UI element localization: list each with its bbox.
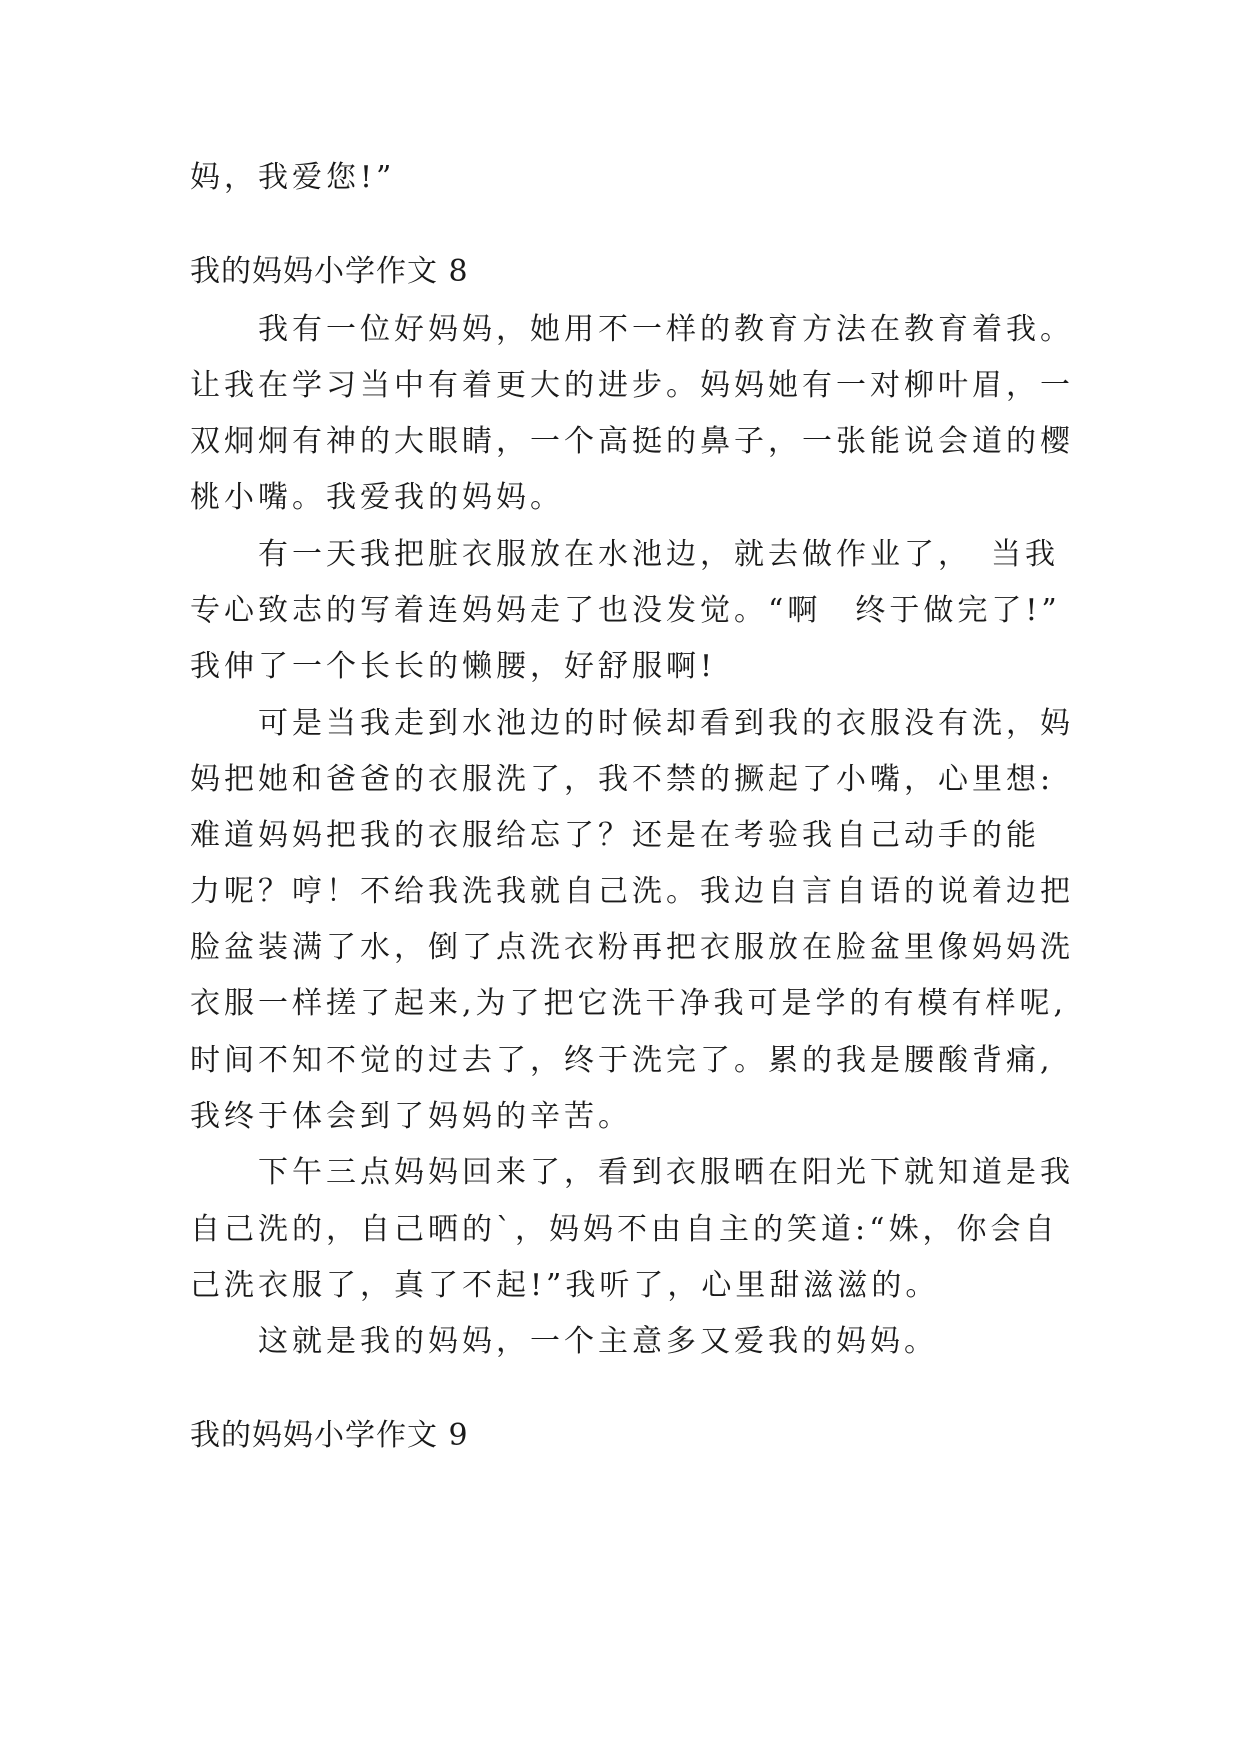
- text-line: 我有一位好妈妈，她用不一样的教育方法在教育着我。: [190, 312, 1074, 347]
- text-line: 双炯炯有神的大眼睛，一个高挺的鼻子，一张能说会道的樱: [190, 424, 1074, 459]
- text-line: 可是当我走到水池边的时候却看到我的衣服没有洗，妈: [190, 706, 1074, 741]
- text-line: 妈，我爱您!”: [190, 160, 396, 195]
- text-line: 专心致志的写着连妈妈走了也没发觉。“啊 终于做完了!”: [190, 593, 1061, 628]
- text-line: 难道妈妈把我的衣服给忘了？还是在考验我自己动手的能: [190, 818, 1040, 853]
- text-line: 衣服一样搓了起来,为了把它洗干净我可是学的有模有样呢,: [190, 986, 1068, 1021]
- text-line: 这就是我的妈妈，一个主意多又爱我的妈妈。: [190, 1324, 938, 1359]
- text-line: 妈把她和爸爸的衣服洗了，我不禁的撅起了小嘴，心里想:: [190, 762, 1055, 797]
- text-line: 我终于体会到了妈妈的辛苦。: [190, 1099, 632, 1134]
- text-line: 下午三点妈妈回来了，看到衣服晒在阳光下就知道是我: [190, 1155, 1074, 1190]
- section-heading: 我的妈妈小学作文 9: [190, 1418, 469, 1453]
- text-line: 自己洗的，自己晒的`，妈妈不由自主的笑道:“姝，你会自: [190, 1212, 1059, 1247]
- text-line: 己洗衣服了，真了不起!”我听了，心里甜滋滋的。: [190, 1268, 940, 1303]
- text-line: 让我在学习当中有着更大的进步。妈妈她有一对柳叶眉，一: [190, 368, 1074, 403]
- text-line: 时间不知不觉的过去了，终于洗完了。累的我是腰酸背痛,: [190, 1043, 1054, 1078]
- text-line: 脸盆装满了水，倒了点洗衣粉再把衣服放在脸盆里像妈妈洗: [190, 930, 1074, 965]
- text-line: 我伸了一个长长的懒腰，好舒服啊!: [190, 649, 717, 684]
- document-page: [190, 0, 1074, 1754]
- text-line: 力呢？哼！不给我洗我就自己洗。我边自言自语的说着边把: [190, 874, 1074, 909]
- section-heading: 我的妈妈小学作文 8: [190, 254, 469, 289]
- text-line: 桃小嘴。我爱我的妈妈。: [190, 480, 564, 515]
- text-line: 有一天我把脏衣服放在水池边，就去做作业了， 当我: [190, 537, 1059, 572]
